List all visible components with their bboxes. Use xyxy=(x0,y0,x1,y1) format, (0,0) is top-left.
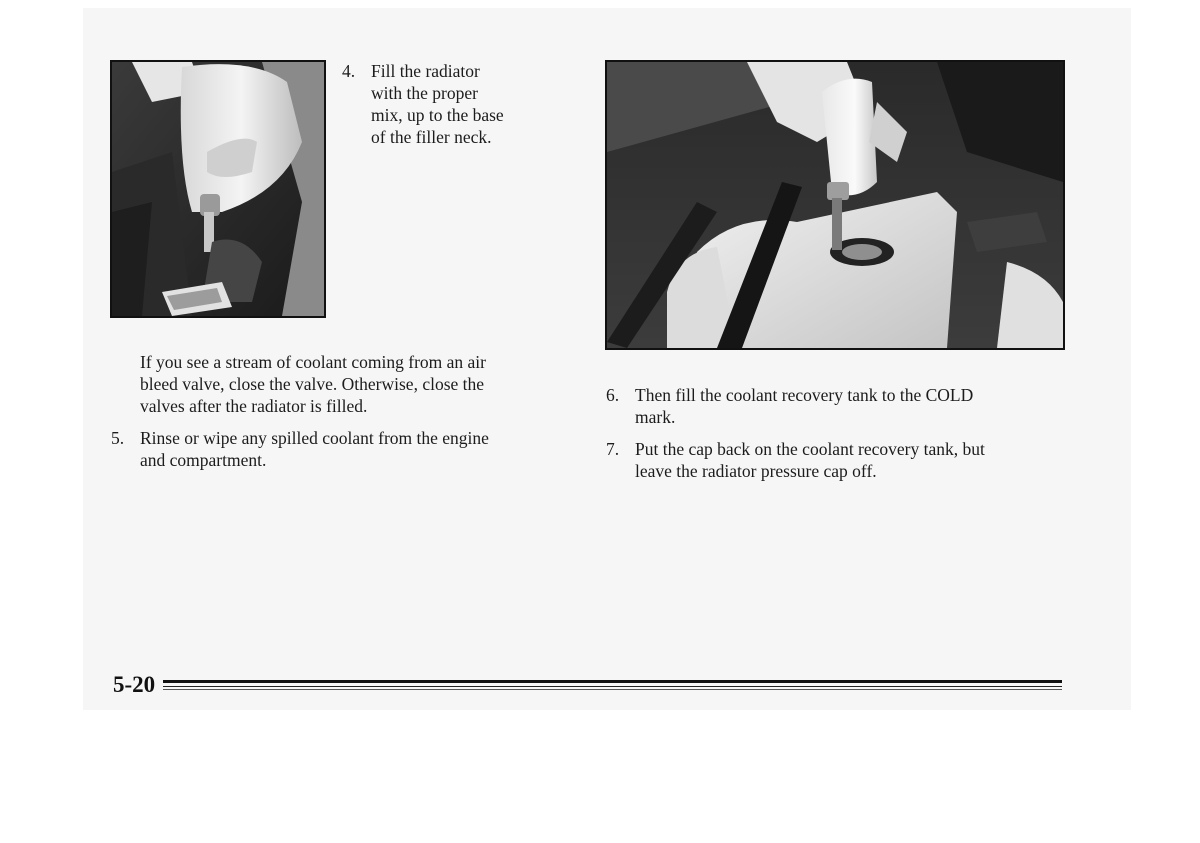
step-4-line: of the filler neck. xyxy=(371,127,492,147)
step-7-line: Put the cap back on the coolant recovery tank, but xyxy=(635,439,985,459)
step-4-line: with the proper xyxy=(371,83,478,103)
step-5-number: 5. xyxy=(111,428,125,448)
footer-rule-thin xyxy=(163,689,1062,690)
step-7-number: 7. xyxy=(606,439,620,459)
step-4-number: 4. xyxy=(342,61,356,81)
step-5-line: Rinse or wipe any spilled coolant from the engine xyxy=(140,428,489,448)
step-7-line: leave the radiator pressure cap off. xyxy=(635,461,877,481)
page-number: 5-20 xyxy=(113,672,156,697)
paragraph-line: valves after the radiator is filled. xyxy=(140,396,368,416)
step-4-line: mix, up to the base xyxy=(371,105,504,125)
paragraph-line: bleed valve, close the valve. Otherwise, close the xyxy=(140,374,485,394)
air-bleed-paragraph xyxy=(140,351,560,417)
footer-rule-thin xyxy=(163,686,1062,687)
paragraph-line: If you see a stream of coolant coming from an air xyxy=(140,352,486,372)
footer-rule xyxy=(163,680,1062,683)
step-6-line: Then fill the coolant recovery tank to the COLD xyxy=(635,385,974,405)
step-6-number: 6. xyxy=(606,385,620,405)
recovery-tank-photo xyxy=(605,60,1065,350)
radiator-fill-photo xyxy=(110,60,326,318)
step-6-line: mark. xyxy=(635,407,676,427)
step-5-line: and compartment. xyxy=(140,450,267,470)
step-4-line: Fill the radiator xyxy=(371,61,480,81)
